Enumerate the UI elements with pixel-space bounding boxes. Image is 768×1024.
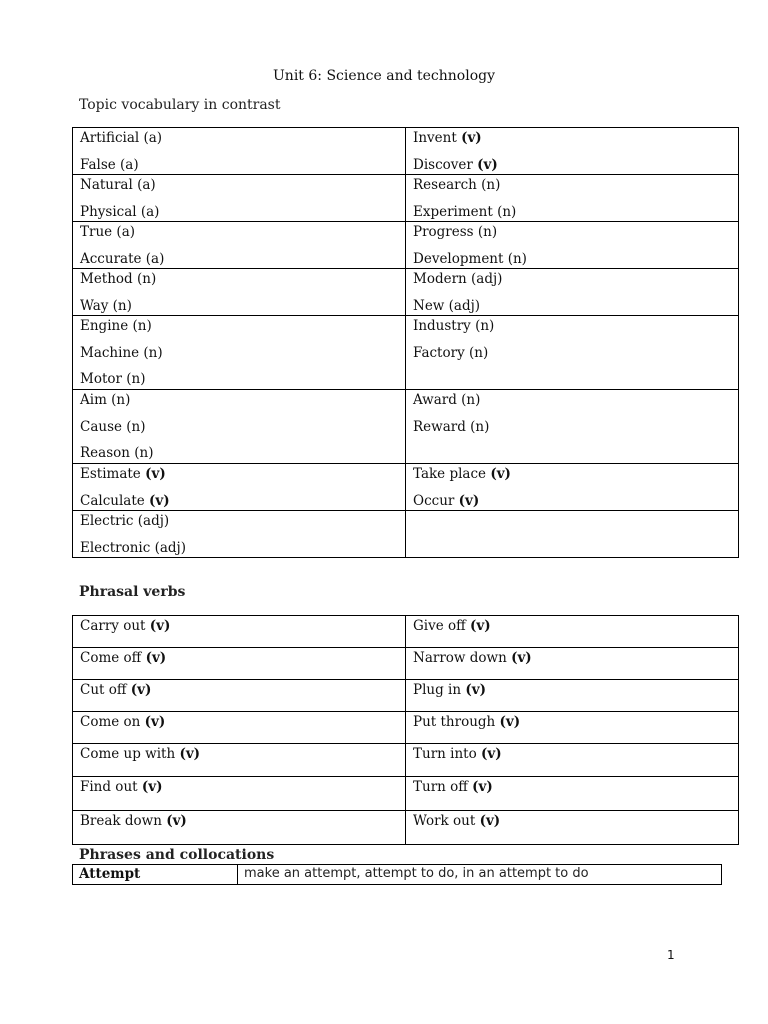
phrasal-verb: Cut off (v) bbox=[73, 680, 406, 712]
vocab-cell bbox=[406, 175, 739, 222]
phrasal-verb: Narrow down (v) bbox=[406, 648, 739, 680]
vocab-word: False (a) bbox=[80, 156, 139, 173]
phrasal-row bbox=[73, 777, 739, 811]
phrasal-verb: Come on (v) bbox=[73, 712, 406, 744]
vocab-word: Engine (n) bbox=[80, 318, 152, 334]
vocab-word: Progress (n) bbox=[413, 224, 498, 240]
vocab-word: Estimate (v) bbox=[80, 466, 166, 482]
phrasal-row bbox=[73, 648, 739, 680]
collocation-row bbox=[73, 865, 722, 885]
vocab-word: Way (n) bbox=[80, 297, 132, 314]
collocation-phrases: make an attempt, attempt to do, in an attempt to do bbox=[238, 865, 722, 885]
vocab-cell bbox=[73, 269, 406, 316]
phrasal-verb: Come up with (v) bbox=[73, 744, 406, 777]
collocations-table bbox=[72, 864, 722, 885]
vocab-word: Invent (v) bbox=[413, 130, 482, 146]
vocab-word: Reason (n) bbox=[80, 445, 154, 461]
phrasal-verbs-table bbox=[72, 615, 739, 845]
collocations-heading: Phrases and collocations bbox=[79, 847, 275, 863]
vocab-word: Factory (n) bbox=[413, 344, 489, 361]
vocab-word: Reward (n) bbox=[413, 418, 490, 435]
vocab-cell bbox=[406, 316, 739, 390]
vocab-word: True (a) bbox=[80, 224, 136, 240]
vocab-cell bbox=[406, 269, 739, 316]
phrasal-verb: Work out (v) bbox=[406, 811, 739, 845]
vocab-row bbox=[73, 464, 739, 511]
phrasal-row bbox=[73, 712, 739, 744]
phrasal-verb: Break down (v) bbox=[73, 811, 406, 845]
vocab-cell bbox=[406, 390, 739, 464]
vocab-cell bbox=[406, 464, 739, 511]
phrasal-row bbox=[73, 680, 739, 712]
phrasal-verb: Carry out (v) bbox=[73, 616, 406, 648]
phrasal-heading: Phrasal verbs bbox=[79, 584, 186, 600]
vocab-row bbox=[73, 390, 739, 464]
vocab-word: Accurate (a) bbox=[80, 250, 165, 267]
phrasal-row bbox=[73, 744, 739, 777]
vocab-word: Method (n) bbox=[80, 271, 157, 287]
vocab-cell bbox=[73, 316, 406, 390]
vocab-table bbox=[72, 127, 739, 558]
vocab-cell bbox=[406, 128, 739, 175]
vocab-word: Research (n) bbox=[413, 177, 501, 193]
vocab-word: Experiment (n) bbox=[413, 203, 517, 220]
vocab-word: Award (n) bbox=[413, 392, 481, 408]
phrasal-verb: Turn off (v) bbox=[406, 777, 739, 811]
vocab-cell bbox=[73, 464, 406, 511]
vocab-word: New (adj) bbox=[413, 297, 481, 314]
vocab-word: Artificial (a) bbox=[80, 130, 163, 146]
vocab-word: Modern (adj) bbox=[413, 271, 503, 287]
vocab-word: Occur (v) bbox=[413, 492, 480, 509]
vocab-cell bbox=[73, 175, 406, 222]
vocab-word: Motor (n) bbox=[80, 371, 146, 387]
vocab-word: Industry (n) bbox=[413, 318, 495, 334]
vocab-word: Aim (n) bbox=[80, 392, 131, 408]
vocab-row bbox=[73, 128, 739, 175]
phrasal-verb: Put through (v) bbox=[406, 712, 739, 744]
vocab-word: Development (n) bbox=[413, 250, 527, 267]
phrasal-verb: Give off (v) bbox=[406, 616, 739, 648]
collocation-word: Attempt bbox=[73, 865, 238, 885]
phrasal-verb: Come off (v) bbox=[73, 648, 406, 680]
vocab-row bbox=[73, 269, 739, 316]
phrasal-verb: Turn into (v) bbox=[406, 744, 739, 777]
phrasal-verb: Find out (v) bbox=[73, 777, 406, 811]
vocab-heading: Topic vocabulary in contrast bbox=[79, 97, 281, 113]
phrasal-row bbox=[73, 616, 739, 648]
vocab-cell bbox=[73, 222, 406, 269]
vocab-cell bbox=[406, 511, 739, 558]
page-number: 1 bbox=[667, 948, 675, 962]
vocab-word: Physical (a) bbox=[80, 203, 160, 220]
vocab-row bbox=[73, 511, 739, 558]
vocab-row bbox=[73, 316, 739, 390]
vocab-cell bbox=[73, 390, 406, 464]
phrasal-verb: Plug in (v) bbox=[406, 680, 739, 712]
vocab-word: Discover (v) bbox=[413, 156, 498, 173]
vocab-word: Take place (v) bbox=[413, 466, 511, 482]
vocab-row bbox=[73, 222, 739, 269]
vocab-cell bbox=[73, 511, 406, 558]
vocab-word: Machine (n) bbox=[80, 344, 163, 361]
page-title: Unit 6: Science and technology bbox=[273, 68, 495, 84]
vocab-word: Electronic (adj) bbox=[80, 539, 187, 556]
vocab-word: Electric (adj) bbox=[80, 513, 170, 529]
vocab-row bbox=[73, 175, 739, 222]
vocab-cell bbox=[406, 222, 739, 269]
phrasal-row bbox=[73, 811, 739, 845]
vocab-word: Cause (n) bbox=[80, 418, 146, 435]
vocab-word: Natural (a) bbox=[80, 177, 156, 193]
vocab-word: Calculate (v) bbox=[80, 492, 170, 509]
vocab-cell bbox=[73, 128, 406, 175]
